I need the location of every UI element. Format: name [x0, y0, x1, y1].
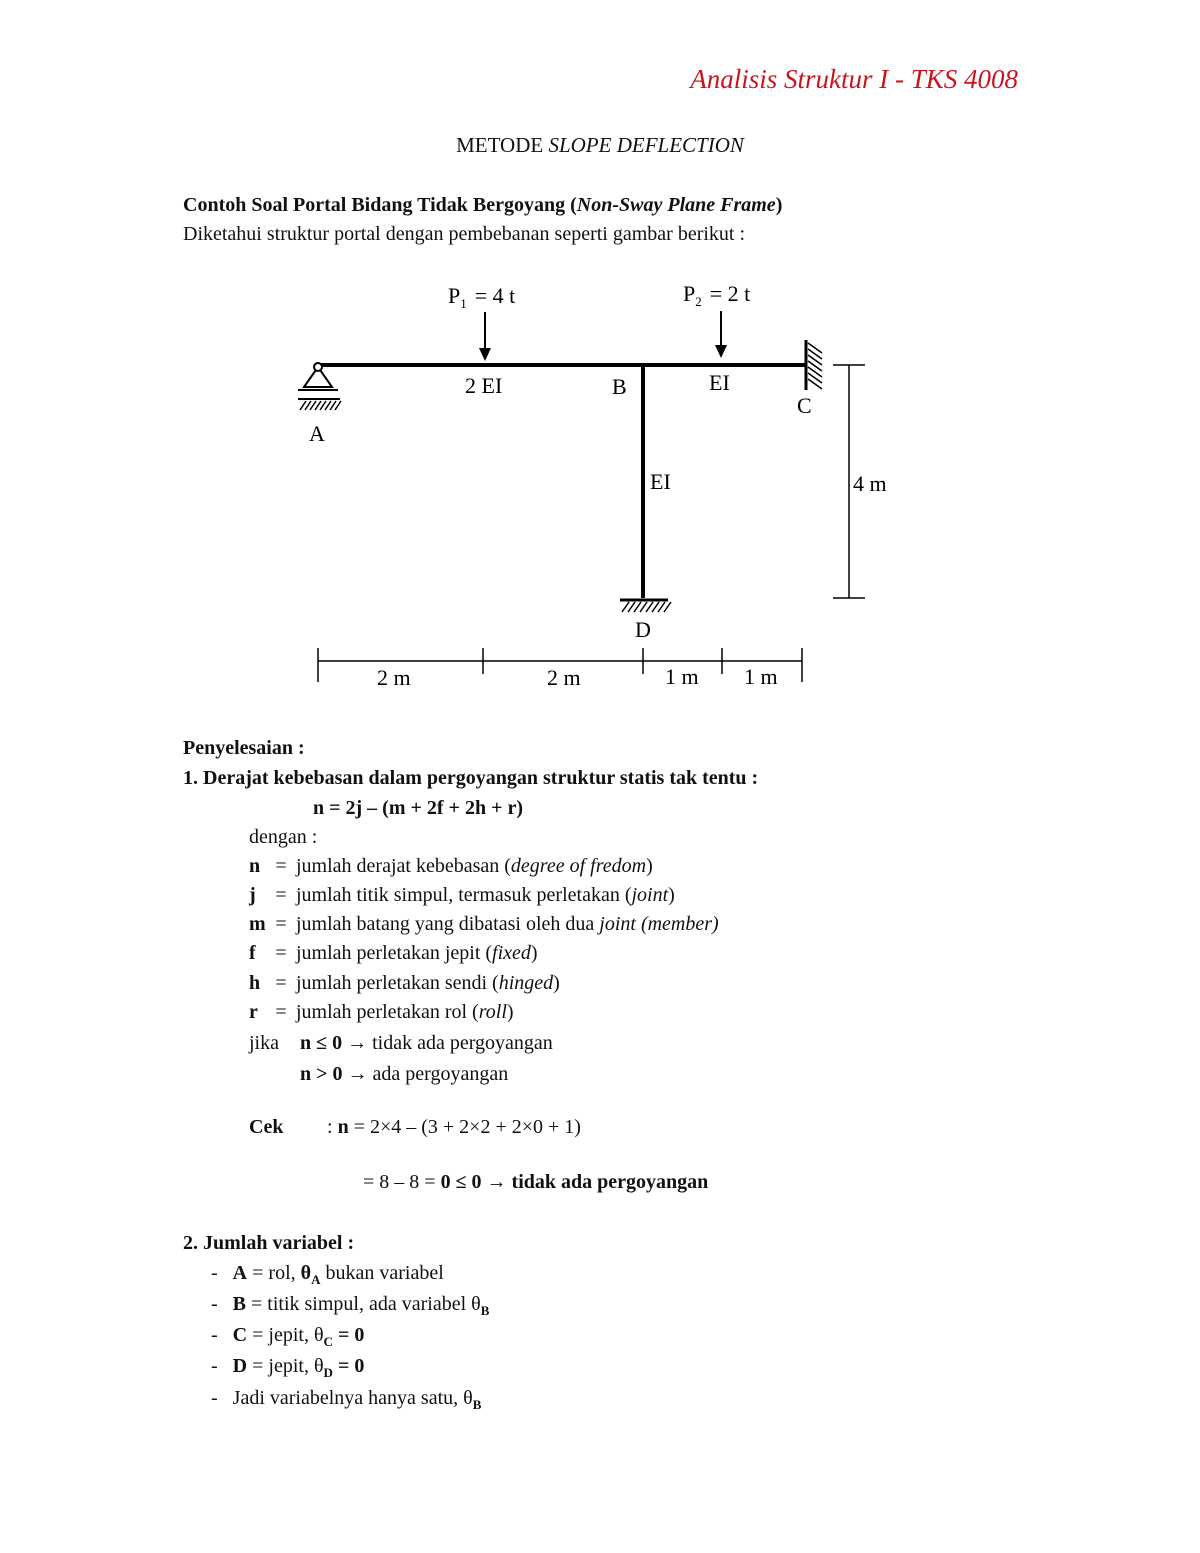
- step-2-title: Jumlah variabel :: [203, 1232, 355, 1254]
- roller-support-a: [298, 363, 341, 410]
- page-header: Analisis Struktur I - TKS 4008: [690, 64, 1018, 94]
- definition-h: h = jumlah perletakan sendi (hinged): [249, 972, 560, 994]
- example-heading-close: ): [775, 194, 783, 216]
- step-1-title: Derajat kebebasan dalam pergoyangan struktur statis tak tentu :: [203, 767, 759, 789]
- cek-label: Cek: [249, 1116, 284, 1138]
- variable-item-c: - C = jepit, $\theta_C = 0$: [211, 1324, 365, 1349]
- title-normal: METODE: [456, 133, 549, 157]
- height-label: 4 m: [853, 471, 887, 496]
- step-2-heading: [183, 1231, 354, 1255]
- jika-label: jika: [249, 1032, 279, 1054]
- step-2-number: 2.: [183, 1232, 198, 1254]
- stiffness-label-bd: EI: [650, 469, 671, 494]
- definition-r: r = jumlah perletakan rol (roll): [249, 1001, 514, 1023]
- stiffness-label-bc: EI: [709, 370, 730, 395]
- definition-m: m = jumlah batang yang dibatasi oleh dua joint (member): [249, 913, 719, 935]
- span-label-2: 2 m: [547, 665, 581, 690]
- cek-result: = 8 – 8 = 0 ≤ 0 → tidak ada pergoyangan: [363, 1171, 709, 1193]
- definition-n: n = jumlah derajat kebebasan (degree of fredom): [249, 855, 653, 877]
- joint-label-d: D: [635, 617, 651, 642]
- condition-no-sway: n ≤ 0 → tidak ada pergoyangan: [300, 1032, 553, 1054]
- span-label-4: 1 m: [744, 664, 778, 689]
- load-label-p1: $P_1 = 4$ t: [448, 283, 516, 311]
- variable-item-b: - B = titik simpul, ada variabel $\theta_B$: [211, 1293, 490, 1318]
- dengan-label: dengan :: [249, 826, 318, 848]
- example-heading-bold: Contoh Soal Portal Bidang Tidak Bergoyang (: [183, 194, 577, 216]
- span-label-3: 1 m: [665, 664, 699, 689]
- variable-item-summary: - Jadi variabelnya hanya satu, $\theta_B$: [211, 1387, 482, 1412]
- variable-item-d: - D = jepit, $\theta_D = 0$: [211, 1355, 365, 1380]
- load-arrow-p2: [715, 311, 727, 358]
- fixed-support-c: [806, 340, 822, 390]
- solution-heading: Penyelesaian :: [183, 737, 305, 759]
- load-arrow-p1: [479, 312, 491, 361]
- step-1-heading: [183, 766, 758, 790]
- title-italic: SLOPE DEFLECTION: [548, 133, 744, 157]
- joint-label-b: B: [612, 374, 627, 399]
- joint-label-c: C: [797, 393, 812, 418]
- portal-frame-diagram: [280, 270, 910, 700]
- joint-label-a: A: [309, 421, 325, 446]
- example-heading-italic: Non-Sway Plane Frame: [576, 194, 776, 216]
- definition-j: j = jumlah titik simpul, termasuk perletakan (joint): [249, 884, 675, 906]
- variable-item-a: - A = rol, $\theta_A$ bukan variabel: [211, 1262, 444, 1287]
- fixed-support-d: [620, 600, 671, 612]
- example-heading: [183, 193, 782, 217]
- condition-sway: n > 0 → ada pergoyangan: [300, 1063, 509, 1085]
- load-label-p2: $P_2 = 2$ t: [683, 281, 751, 309]
- example-intro: Diketahui struktur portal dengan pembebanan seperti gambar berikut :: [183, 223, 746, 245]
- page-title: [0, 133, 1200, 158]
- definition-f: f = jumlah perletakan jepit (fixed): [249, 942, 538, 964]
- cek-expression: : n = 2×4 – (3 + 2×2 + 2×0 + 1): [327, 1116, 581, 1138]
- dof-formula: n = 2j – (m + 2f + 2h + r): [313, 797, 524, 819]
- span-label-1: 2 m: [377, 665, 411, 690]
- step-1-number: 1.: [183, 767, 198, 789]
- stiffness-label-ab: 2 EI: [465, 373, 503, 398]
